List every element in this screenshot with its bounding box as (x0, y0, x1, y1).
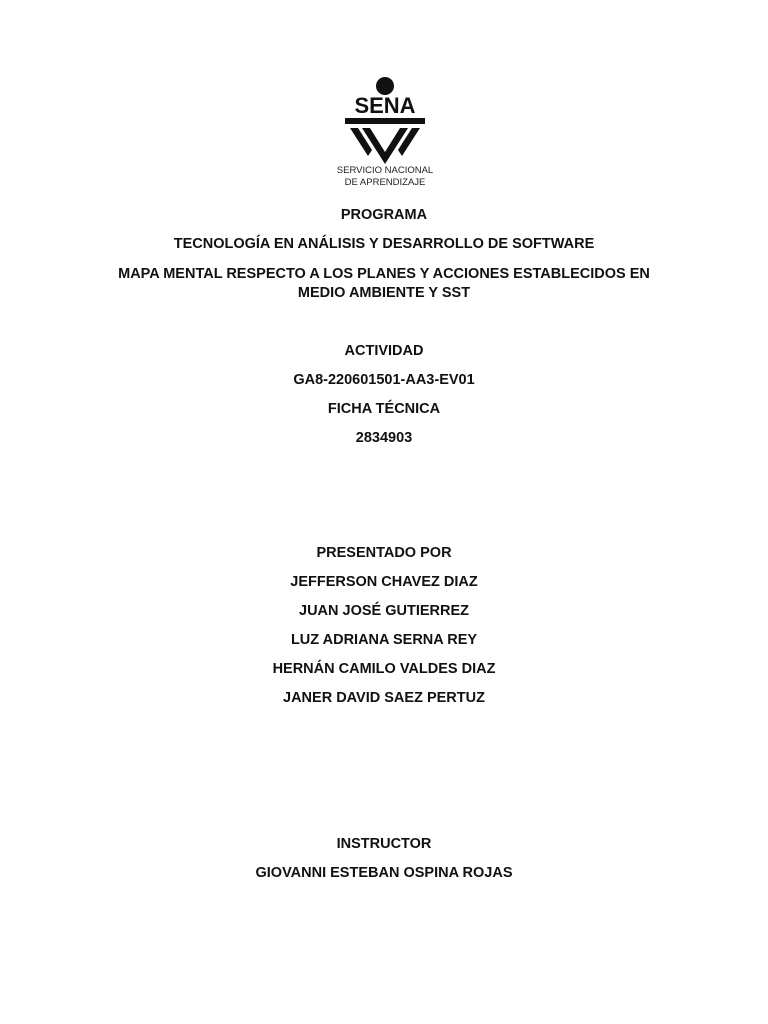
logo-subtitle-line2: DE APRENDIZAJE (344, 177, 426, 188)
logo-subtitle-line1: SERVICIO NACIONAL (336, 165, 434, 176)
activity-code: GA8-220601501-AA3-EV01 (293, 372, 475, 388)
sena-logo (328, 74, 442, 190)
logo-arms (345, 118, 425, 124)
instructor-name: GIOVANNI ESTEBAN OSPINA ROJAS (255, 865, 513, 881)
author-name: JEFFERSON CHAVEZ DIAZ (290, 574, 478, 590)
author-name: LUZ ADRIANA SERNA REY (290, 632, 478, 648)
author-name: JUAN JOSÉ GUTIERREZ (299, 603, 469, 619)
ficha-number: 2834903 (355, 430, 413, 446)
author-name: HERNÁN CAMILO VALDES DIAZ (272, 661, 496, 677)
author-name: JANER DAVID SAEZ PERTUZ (283, 690, 485, 706)
program-heading: PROGRAMA (340, 207, 428, 223)
document-title: MAPA MENTAL RESPECTO A LOS PLANES Y ACCIONES ESTABLECIDOS EN MEDIO AMBIENTE Y SST (118, 266, 650, 301)
sena-logo-mark (328, 74, 442, 190)
logo-brand-text: SENA (354, 93, 416, 118)
presented-by-heading: PRESENTADO POR (316, 545, 452, 561)
program-name: TECNOLOGÍA EN ANÁLISIS Y DESARROLLO DE SOFTWARE (173, 236, 595, 252)
ficha-label: FICHA TÉCNICA (327, 401, 441, 417)
activity-heading: ACTIVIDAD (344, 343, 424, 359)
instructor-heading: INSTRUCTOR (336, 836, 432, 852)
